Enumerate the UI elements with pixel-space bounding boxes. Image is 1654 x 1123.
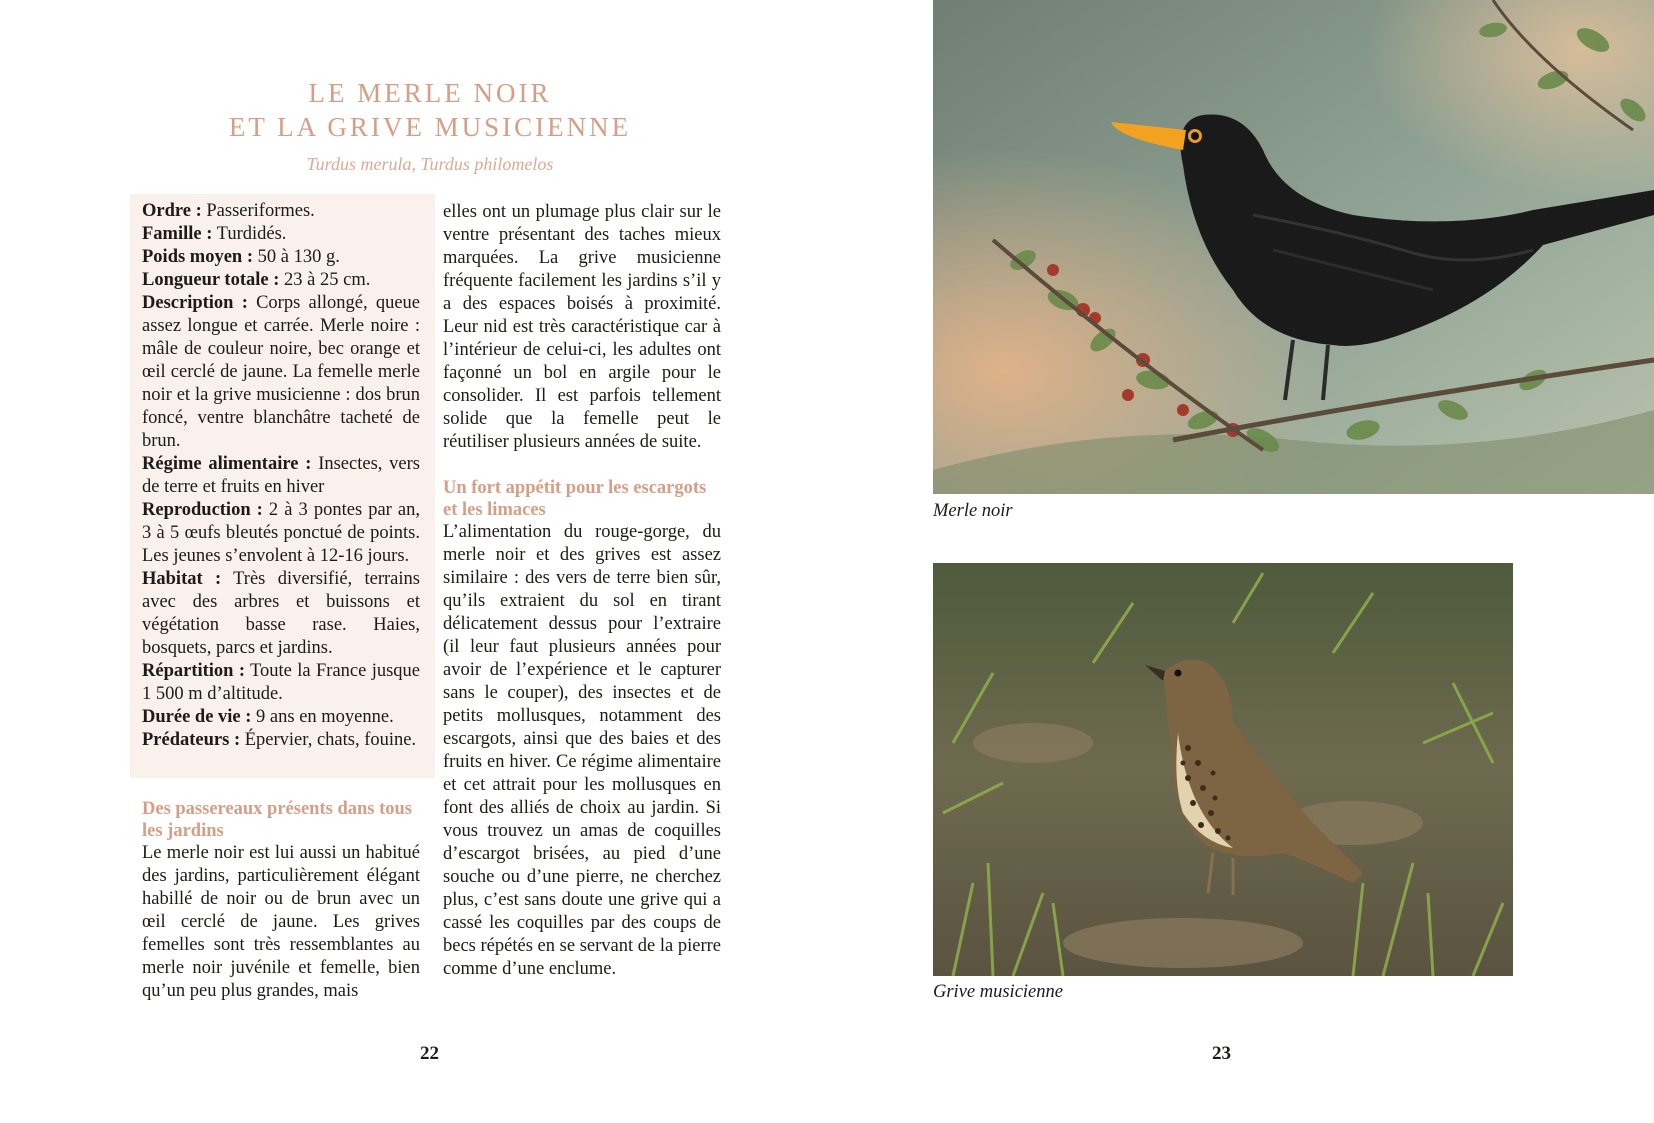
fact-poids [142, 246, 420, 269]
fact-value: Passeriformes. [201, 201, 315, 221]
column-left-body [142, 798, 420, 1003]
title-line-1: LE MERLE NOIR [308, 78, 552, 108]
blackbird-illustration [933, 0, 1654, 494]
fact-label: Poids moyen : [142, 247, 253, 267]
fact-value: Toute la France jusque 1 500 m d’altitude. [142, 661, 420, 704]
fact-label: Régime alimentaire : [142, 454, 312, 474]
fact-repartition [142, 660, 420, 706]
fact-value: 9 ans en moyenne. [251, 707, 394, 727]
fact-value: 2 à 3 pontes par an, 3 à 5 œufs bleutés ponctué de points. Les jeunes s’envolent à 12-16 jours. [142, 500, 420, 566]
fact-label: Répartition : [142, 661, 245, 681]
fact-label: Reproduction : [142, 500, 263, 520]
fact-value: Très diversifié, terrains avec des arbres et buissons et végétation basse rase. Haies, bosquets, parcs et jardins. [142, 569, 420, 658]
fact-label: Habitat : [142, 569, 222, 589]
right-page [920, 0, 1654, 1123]
fact-value: Corps allongé, queue assez longue et carrée. Merle noire : mâle de couleur noire, bec orange et œil cerclé de jaune. La femelle merle noir et la grive musicienne : dos brun foncé, ventre blanchâtre tacheté de brun. [142, 293, 420, 451]
article-title [130, 76, 730, 144]
section-text-passereaux-part2: elles ont un plumage plus clair sur le ventre présentant des taches mieux marquées. La grive musicienne fréquente facilement les jardins s’il y a des espaces boisés à proximité. Leur nid est très caractéristique car à l’intérieur de celui-ci, les adultes ont façonné un bol en argile pour le consolider. Il est parfois tellement solide que la femelle peut le réutiliser plusieurs années de suite. [443, 202, 721, 452]
factsheet [142, 200, 420, 752]
section-text-escargots: L’alimentation du rouge-gorge, du merle noir et des grives est assez similaire : des vers de terre bien sûr, qu’ils extraient du sol en tirant délicatement dessus pour l’extraire (il leur faut plusieurs années pour avoir de l’expérience et le capturer sans le couper), des insectes et de petits mollusques, notamment des escargots, ainsi que des baies et des fruits en hiver. Ce régime alimentaire et cet attrait pour les mollusques en font des alliés de choix au jardin. Si vous trouvez un amas de coquilles d’escargot brisées, au pied d’une souche ou d’une pierre, ne cherchez plus, c’est sans doute une grive qui a cassé les coquilles par des coups de becs répétés en se servant de la pierre comme d’une enclume. [443, 522, 721, 979]
caption-song-thrush: Grive musicienne [933, 982, 1063, 1002]
caption-blackbird: Merle noir [933, 501, 1013, 521]
fact-value: Épervier, chats, fouine. [240, 730, 417, 750]
fact-label: Durée de vie : [142, 707, 252, 727]
fact-value: Turdidés. [212, 224, 287, 244]
fact-description [142, 292, 420, 453]
fact-predateurs [142, 729, 420, 752]
title-line-2: ET LA GRIVE MUSICIENNE [228, 112, 632, 142]
fact-value: Insectes, vers de terre et fruits en hiver [142, 454, 421, 497]
section-heading-passereaux: Des passereaux présents dans tous les jardins [142, 799, 412, 841]
fact-famille [142, 223, 420, 246]
fact-label: Prédateurs : [142, 730, 241, 750]
column-right-body [443, 201, 721, 981]
song-thrush-photo [933, 563, 1513, 976]
fact-label: Famille : [142, 224, 213, 244]
fact-duree-vie [142, 706, 420, 729]
fact-label: Description : [142, 293, 248, 313]
page-number-right: 23 [1212, 1043, 1231, 1064]
page-number-left: 22 [420, 1043, 439, 1064]
fact-habitat [142, 568, 420, 660]
fact-reproduction [142, 499, 420, 568]
blackbird-photo [933, 0, 1654, 494]
scientific-names: Turdus merula, Turdus philomelos [306, 154, 554, 174]
fact-longueur [142, 269, 420, 292]
fact-value: 50 à 130 g. [253, 247, 340, 267]
fact-ordre [142, 200, 420, 223]
section-text-passereaux-part1: Le merle noir est lui aussi un habitué des jardins, particulièrement élégant habillé de noir ou de brun avec un œil cerclé de jaune. Les grives femelles sont très ressemblantes au merle noir juvénile et femelle, bien qu’un peu plus grandes, mais [142, 843, 420, 1001]
fact-label: Ordre : [142, 201, 202, 221]
fact-value: 23 à 25 cm. [279, 270, 371, 290]
fact-label: Longueur totale : [142, 270, 280, 290]
song-thrush-illustration [933, 563, 1513, 976]
fact-regime [142, 453, 420, 499]
section-heading-escargots: Un fort appétit pour les escargots et les limaces [443, 478, 707, 520]
